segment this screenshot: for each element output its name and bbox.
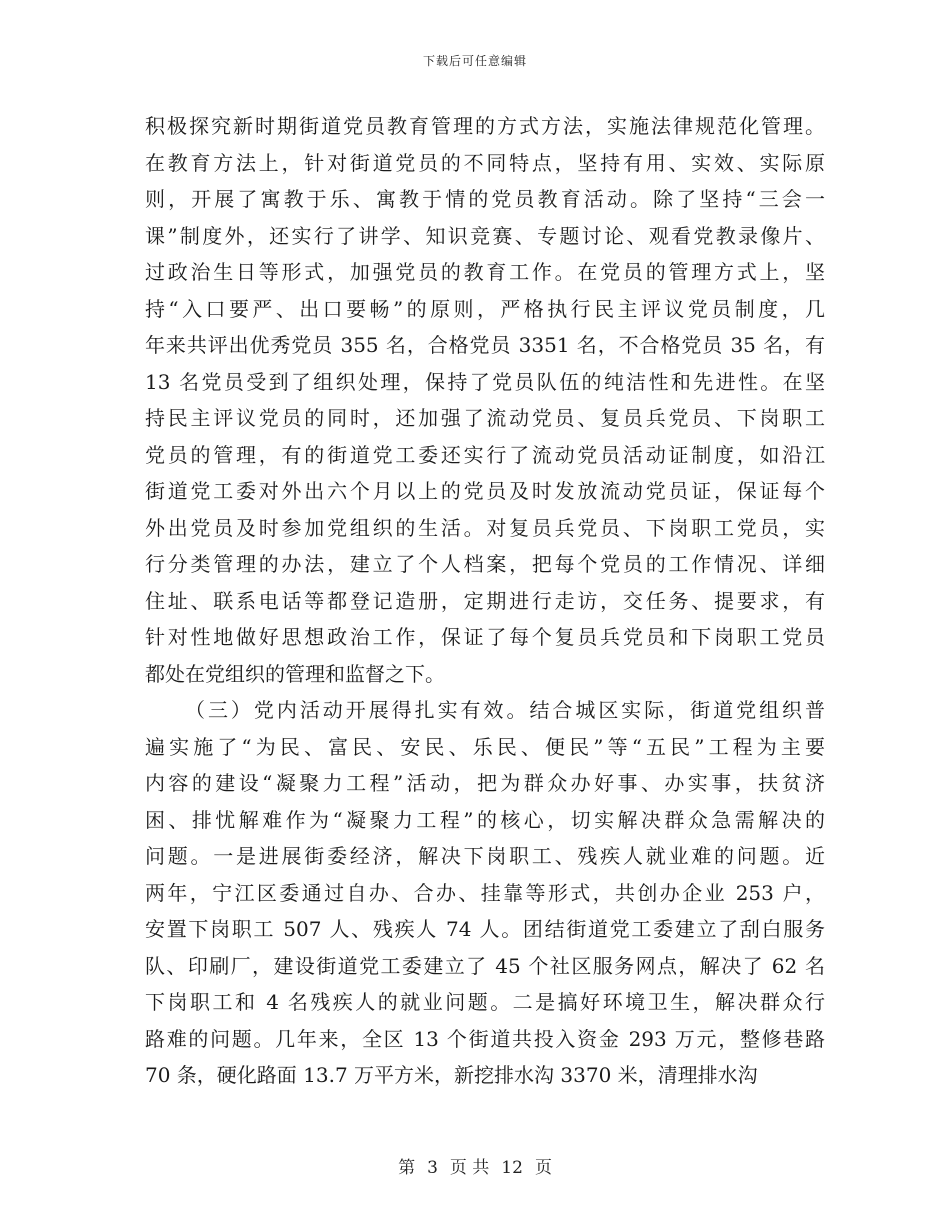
text-line: 住址、联系电话等都登记造册，定期进行走访，交任务、提要求，有	[145, 588, 825, 613]
text-line: 党员的管理，有的街道党工委还实行了流动党员活动证制度，如沿江	[145, 442, 825, 467]
text-line: 内容的建设“凝聚力工程”活动，把为群众办好事、办实事，扶贫济	[145, 771, 825, 795]
text-line: 持民主评议党员的同时，还加强了流动党员、复员兵党员、下岗职工	[145, 406, 825, 430]
paragraph-1	[145, 108, 825, 692]
document-body	[145, 108, 825, 1094]
text-line: 持“入口要严、出口要畅”的原则，严格执行民主评议党员制度，几	[145, 296, 825, 321]
text-line: （三）党内活动开展得扎实有效。结合城区实际，街道党组织普	[185, 698, 825, 722]
page-number-current: 3	[427, 1158, 438, 1178]
page-number-suffix: 页	[534, 1158, 552, 1178]
page-header: 下载后可任意编辑	[422, 54, 527, 68]
text-line: 积极探究新时期街道党员教育管理的方式方法，实施法律规范化管理。	[145, 114, 825, 138]
text-line: 街道党工委对外出六个月以上的党员及时发放流动党员证，保证每个	[145, 479, 825, 503]
text-line: 则，开展了寓教于乐、寓教于情的党员教育活动。除了坚持“三会一	[145, 187, 825, 211]
text-line: 遍实施了“为民、富民、安民、乐民、便民”等“五民”工程为主要	[145, 734, 825, 759]
text-line: 两年，宁江区委通过自办、合办、挂靠等形式，共创办企业 253 户，	[145, 880, 825, 905]
page-footer	[0, 1153, 950, 1178]
text-line: 13 名党员受到了组织处理，保持了党员队伍的纯洁性和先进性。在坚	[145, 369, 825, 394]
text-line: 队、印刷厂，建设街道党工委建立了 45 个社区服务网点，解决了 62 名	[145, 953, 825, 978]
text-line: 70 条，硬化路面 13.7 万平方米，新挖排水沟 3370 米，清理排水沟	[145, 1063, 758, 1087]
text-line: 困、排忧解难作为“凝聚力工程”的核心，切实解决群众急需解决的	[145, 807, 825, 832]
page-number-middle: 页 共	[449, 1158, 490, 1178]
text-line: 问题。一是进展街委经济，解决下岗职工、残疾人就业难的问题。近	[145, 844, 825, 868]
text-line: 在教育方法上，针对街道党员的不同特点，坚持有用、实效、实际原	[145, 150, 825, 175]
text-line: 行分类管理的办法，建立了个人档案，把每个党员的工作情况、详细	[145, 552, 825, 576]
text-line: 课”制度外，还实行了讲学、知识竞赛、专题讨论、观看党教录像片、	[145, 223, 825, 248]
page-number-total: 12	[501, 1158, 523, 1178]
text-line: 过政治生日等形式，加强党员的教育工作。在党员的管理方式上，坚	[145, 260, 825, 284]
text-line: 针对性地做好思想政治工作，保证了每个复员兵党员和下岗职工党员	[145, 625, 825, 649]
text-line: 下岗职工和 4 名残疾人的就业问题。二是搞好环境卫生，解决群众行	[145, 990, 825, 1014]
page-number-prefix: 第	[398, 1158, 416, 1178]
text-line: 都处在党组织的管理和监督之下。	[145, 661, 445, 686]
text-line: 路难的问题。几年来，全区 13 个街道共投入资金 293 万元，整修巷路	[145, 1026, 825, 1051]
paragraph-2	[145, 692, 825, 1094]
text-line: 安置下岗职工 507 人、残疾人 74 人。团结街道党工委建立了刮白服务	[145, 917, 825, 941]
text-line: 年来共评出优秀党员 355 名，合格党员 3351 名，不合格党员 35 名，有	[145, 333, 825, 357]
text-line: 外出党员及时参加党组织的生活。对复员兵党员、下岗职工党员，实	[145, 515, 825, 540]
